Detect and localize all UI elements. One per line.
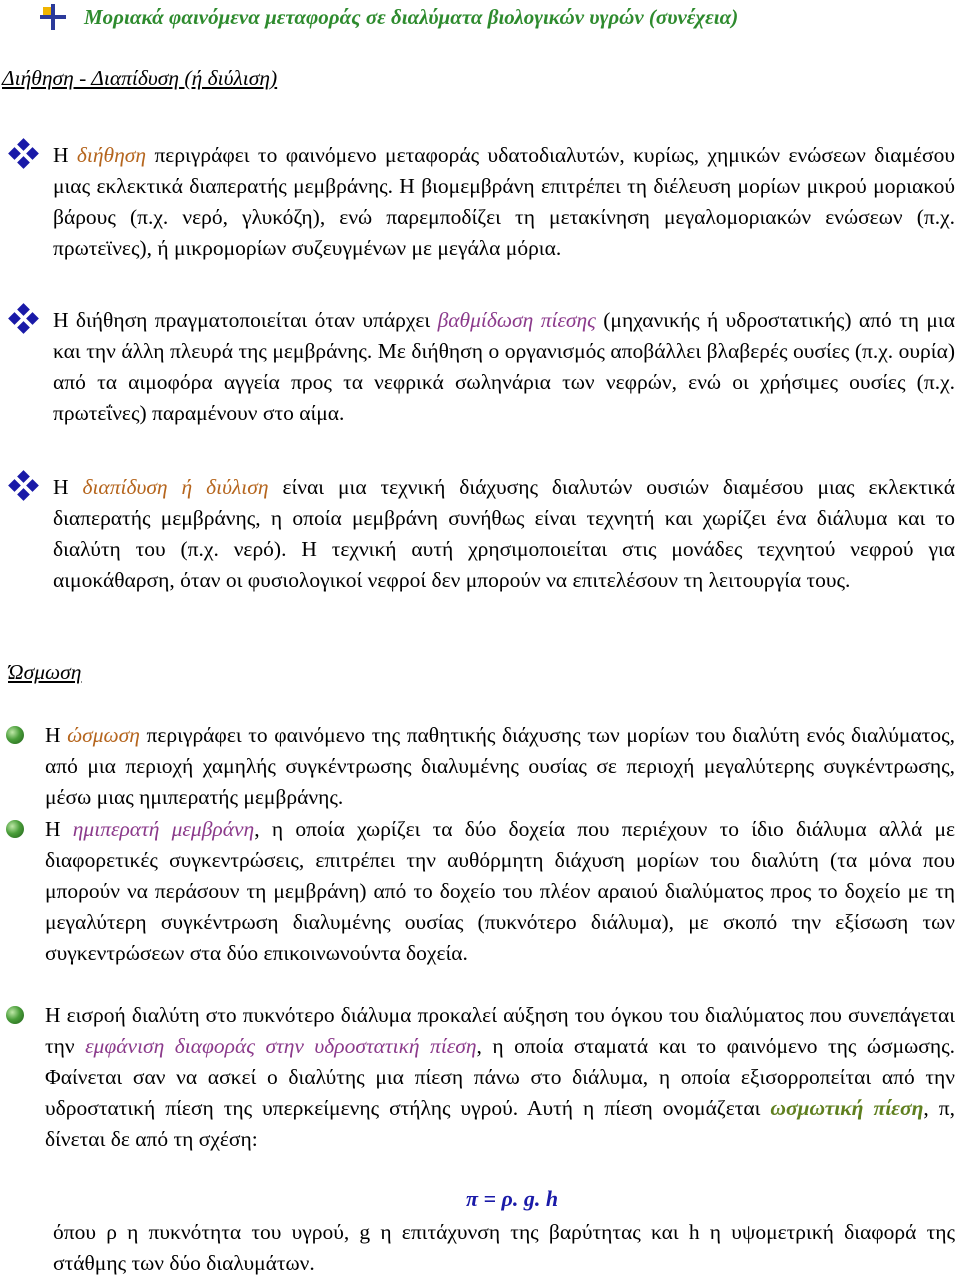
formula-osmotic-pressure: π = ρ. g. h xyxy=(466,1186,559,1211)
four-diamond-bullet-icon xyxy=(10,472,38,500)
paragraph-diapidysi: Η διαπίδυση ή διύλιση είναι μια τεχνική διάχυσης διαλυτών ουσιών διαμέσου μιας εκλεκτικά διαπερατής μεμβράνης, η οποία μεμβράνη συνήθως είναι τεχνητή και χωρίζει ένα διάλυμα και το διαλύτη του (π.χ. νερό). Η τεχνική αυτή χρησιμοποιείται στις μονάδες τεχνητού νεφρού για αιμοκάθαρση, όταν οι φυσιολογικοί νεφροί δεν μπορούν να επιτελέσουν τη λειτουργία τους. xyxy=(53,475,955,592)
section-heading-osmosis: Ώσμωση xyxy=(8,660,82,684)
term-pressure-gradient: βαθμίδωση πίεσης xyxy=(437,308,596,332)
paragraph-osmotic-pressure: Η εισροή διαλύτη στο πυκνότερο διάλυμα προκαλεί αύξηση του όγκου του διαλύματος που συνεπάγεται την εμφάνιση διαφοράς στην υδροστατική πίεση, η οποία σταματά και το φαινόμενο της ώσμωσης. Φαίνεται σαν να ασκεί ο διαλύτης μια πίεση πάνω στο διάλυμα, η οποία εξισορροπείται από την υδροστατική πίεση της υπερκείμενης στήλης υγρού. Αυτή η πίεση ονομάζεται ωσμωτική πίεση, π, δίνεται δε από τη σχέση: xyxy=(45,1003,955,1151)
green-ball-bullet-icon xyxy=(6,820,24,838)
term-diapidysi: διαπίδυση ή διύλιση xyxy=(82,475,269,499)
paragraph-osmosis-definition: Η ώσμωση περιγράφει το φαινόμενο της παθητικής διάχυσης των μορίων του διαλύτη ενός διαλύματος, από μια περιοχή χαμηλής συγκέντρωσης διαλυμένης ουσίας σε περιοχή μεγαλύτερης συγκέντρωσης, μέσω μιας ημιπερατής μεμβράνης. xyxy=(45,723,955,809)
term-osmotic-pressure: ωσμωτική πίεση xyxy=(770,1096,924,1120)
section-heading-dialysis: Διήθηση - Διαπίδυση (ή διύλιση) xyxy=(2,66,278,90)
green-ball-bullet-icon xyxy=(6,726,24,744)
paragraph-diithisi: Η διήθηση περιγράφει το φαινόμενο μεταφοράς υδατοδιαλυτών, κυρίως, χημικών ενώσεων διαμέσου μιας εκλεκτικά διαπερατής μεμβράνης. Η βιομεμβράνη επιτρέπει τη διέλευση μορίων μικρού μοριακού βάρους (π.χ. νερό, γλυκόζη), ενώ παρεμποδίζει τη μετακίνηση μεγαλομοριακών ενώσεων (π.χ. πρωτεϊνες), ή μικρομορίων συζευγμένων με μεγάλα μόρια. xyxy=(53,143,955,260)
four-diamond-bullet-icon xyxy=(10,305,38,333)
term-diithisi: διήθηση xyxy=(76,143,147,167)
term-semipermeable-membrane: ημιπερατή μεμβράνη xyxy=(72,817,255,841)
four-diamond-bullet-icon xyxy=(10,140,38,168)
blue-cross-icon xyxy=(40,4,66,30)
page-title-row xyxy=(40,4,738,30)
page-title: Μοριακά φαινόμενα μεταφοράς σε διαλύματα βιολογικών υγρών (συνέχεια) xyxy=(84,4,739,29)
term-osmosis: ώσμωση xyxy=(67,723,140,747)
green-ball-bullet-icon xyxy=(6,1006,24,1024)
term-hydrostatic-difference: εμφάνιση διαφοράς στην υδροστατική πίεση xyxy=(85,1034,477,1058)
paragraph-semipermeable-membrane: Η ημιπερατή μεμβράνη, η οποία χωρίζει τα δύο δοχεία που περιέχουν το ίδιο διάλυμα αλλά με διαφορετικές συγκεντρώσεις, επιτρέπει την αυθόρμητη διάχυση μορίων του διαλύτη (τα μόνα που μπορούν να περάσουν τη μεμβράνη) από το δοχείο του πλέον αραιού διαλύματος προς το δοχείο με τη μεγαλύτερη συγκέντρωση διαλυμένης ουσίας (πυκνότερο διάλυμα), με σκοπό την εξίσωση των συγκεντρώσεων στα δύο επικοινωνούντα δοχεία. xyxy=(45,817,955,965)
formula-explanation: όπου ρ η πυκνότητα του υγρού, g η επιτάχυνση της βαρύτητας και h η υψομετρική διαφορά της στάθμης των δύο διαλυμάτων. xyxy=(53,1220,955,1275)
paragraph-pressure-gradient: Η διήθηση πραγματοποιείται όταν υπάρχει βαθμίδωση πίεσης (μηχανικής ή υδροστατικής) από τη μια και την άλλη πλευρά της μεμβράνης. Με διήθηση ο οργανισμός αποβάλλει βλαβερές ουσίες (π.χ. ουρία) από τα αιμοφόρα αγγεία προς τα νεφρικά σωληνάρια των νεφρών, ενώ οι χρήσιμες ουσίες (π.χ. πρωτεΐνες) παραμένουν στο αίμα. xyxy=(53,308,955,425)
